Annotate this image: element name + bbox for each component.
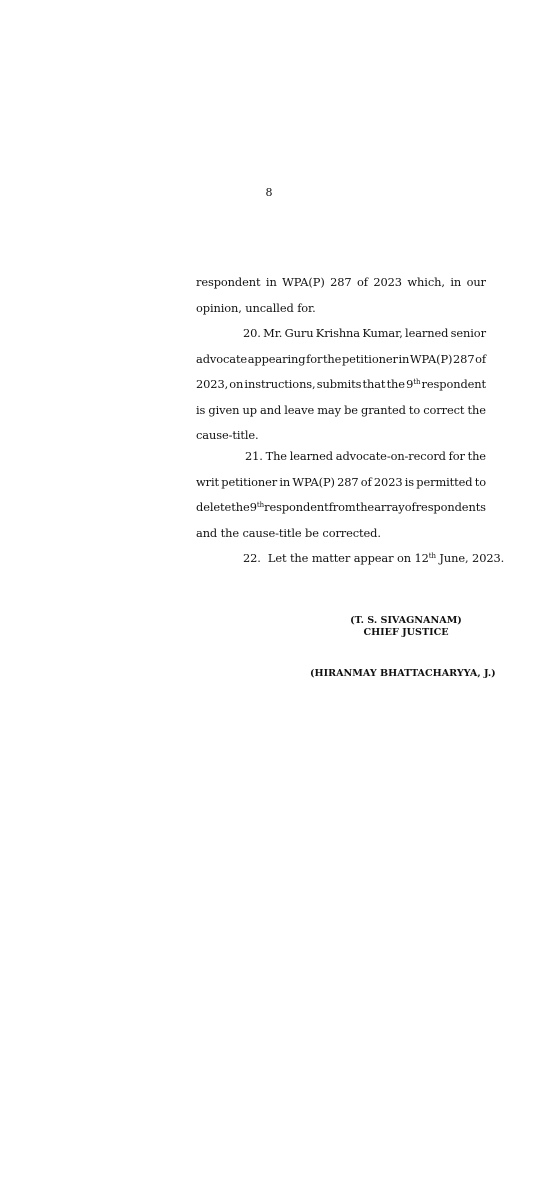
word: granted xyxy=(361,402,406,417)
word: Mr. xyxy=(263,326,283,340)
word: respondent xyxy=(421,377,486,391)
page-number: 8 xyxy=(265,186,273,199)
paragraph-19-tail xyxy=(196,275,486,326)
text-fragment: June, 2023. xyxy=(435,551,505,565)
word: petitioner xyxy=(221,474,278,489)
text-line xyxy=(196,500,486,526)
word: the xyxy=(467,402,486,417)
word: respondent xyxy=(264,500,329,514)
word: leave xyxy=(284,402,315,417)
word: correct xyxy=(423,402,465,417)
text-line xyxy=(196,275,486,301)
word: delete xyxy=(196,500,232,514)
word: in xyxy=(398,351,410,366)
word: of xyxy=(360,474,372,489)
paragraph-number: 21. xyxy=(245,449,263,463)
word: of xyxy=(404,500,416,514)
paragraph-22 xyxy=(196,551,505,577)
word xyxy=(406,377,420,403)
word: be xyxy=(344,402,358,417)
word: and xyxy=(260,402,282,417)
ordinal-suffix: th xyxy=(413,378,421,386)
word: to xyxy=(408,402,421,417)
word: given xyxy=(208,402,240,417)
word: 287 xyxy=(453,351,475,366)
word: 287 xyxy=(330,275,352,289)
word: on xyxy=(229,377,244,391)
word: our xyxy=(466,275,486,289)
word: from xyxy=(328,500,356,514)
ordinal-suffix: th xyxy=(256,501,264,509)
text-line xyxy=(243,551,505,577)
text-line xyxy=(196,352,486,378)
word: for xyxy=(306,351,323,366)
word: advocate-on-record xyxy=(335,449,446,463)
text-fragment: 22. Let the matter appear on 12 xyxy=(243,551,429,565)
text-line xyxy=(196,475,486,501)
word: the xyxy=(355,500,375,514)
word: is xyxy=(196,402,206,417)
word: that xyxy=(362,377,386,391)
word: WPA(P) xyxy=(282,275,325,289)
word: of xyxy=(357,275,368,289)
word: petitioner xyxy=(341,351,398,366)
word: is xyxy=(404,474,415,489)
word: Kumar, xyxy=(362,326,403,340)
judge-name: (T. S. SIVAGNANAM) xyxy=(350,615,462,626)
word: Krishna xyxy=(315,326,360,340)
word: which, xyxy=(407,275,445,289)
word: learned xyxy=(289,449,333,463)
word xyxy=(250,500,264,526)
judge-name: (HIRANMAY BHATTACHARYYA, J.) xyxy=(310,668,496,679)
word: up xyxy=(242,402,257,417)
paragraph-number: 20. xyxy=(243,326,261,340)
word: permitted xyxy=(416,474,473,489)
word: Guru xyxy=(284,326,314,340)
word: respondent xyxy=(196,275,261,289)
text-line xyxy=(245,449,486,475)
word: WPA(P) xyxy=(292,474,335,489)
word: in xyxy=(265,275,277,289)
ordinal-number: 9 xyxy=(406,377,414,391)
word: learned xyxy=(405,326,449,340)
text-line xyxy=(243,326,486,352)
ordinal-suffix: th xyxy=(428,552,436,560)
word: the xyxy=(231,500,250,514)
ordinal-number: 9 xyxy=(249,500,257,514)
word: array xyxy=(374,500,405,514)
word: 2023 xyxy=(373,474,403,489)
word: for xyxy=(448,449,465,463)
signature-block-chief-justice xyxy=(348,615,464,639)
word: may xyxy=(317,402,341,417)
word: appearing xyxy=(247,351,306,366)
paragraph-20 xyxy=(196,326,486,454)
text-line: opinion, uncalled for. xyxy=(196,300,316,315)
word: the xyxy=(386,377,405,391)
word: senior xyxy=(450,326,486,340)
word: in xyxy=(450,275,462,289)
word: The xyxy=(265,449,287,463)
word: the xyxy=(467,449,486,463)
judge-title: CHIEF JUSTICE xyxy=(363,627,449,638)
text-line: cause-title. xyxy=(196,428,259,442)
text-line: and the cause-title be corrected. xyxy=(196,525,381,540)
word: advocate xyxy=(196,351,248,366)
word: submits xyxy=(316,377,362,391)
text-line xyxy=(196,403,486,429)
word: 2023 xyxy=(373,275,402,289)
word: in xyxy=(279,474,291,489)
word: the xyxy=(322,351,342,366)
word: WPA(P) xyxy=(409,351,453,366)
signature-block-judge xyxy=(310,668,496,680)
paragraph-21 xyxy=(196,449,486,551)
word: 287 xyxy=(337,474,359,489)
word: to xyxy=(474,474,486,489)
word: respondents xyxy=(415,500,486,514)
word: writ xyxy=(196,474,220,489)
text-line xyxy=(196,377,486,403)
word: 2023, xyxy=(196,377,229,391)
word: of xyxy=(475,351,486,366)
word: instructions, xyxy=(244,377,316,391)
